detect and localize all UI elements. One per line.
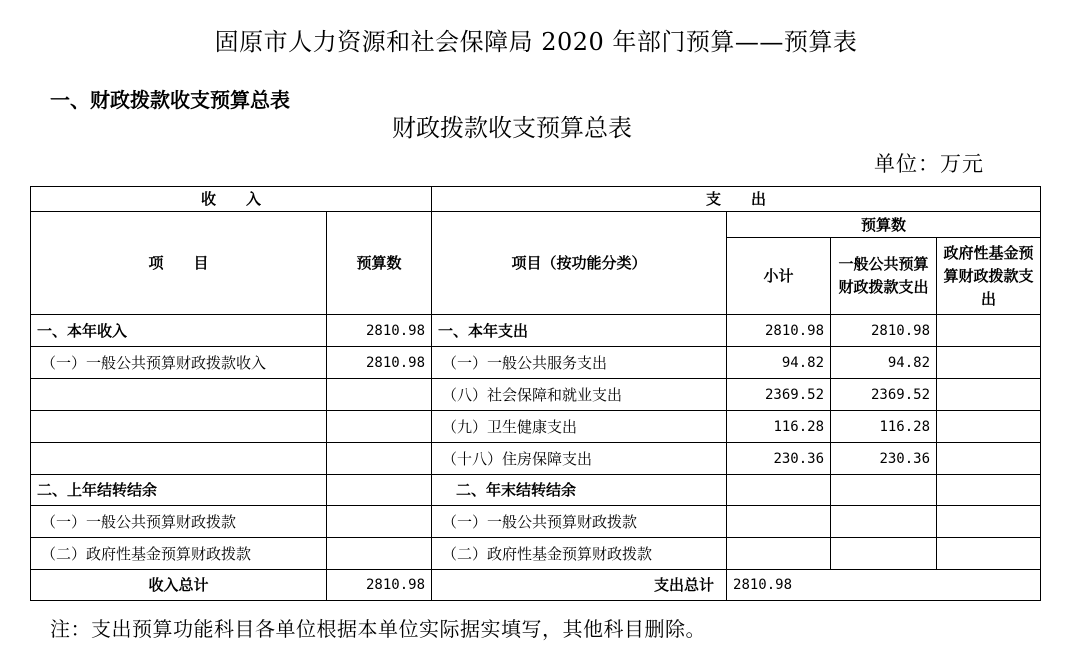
expense-subtotal: 2369.52 [727,379,831,411]
income-item: （一）一般公共预算财政拨款收入 [31,347,327,379]
expense-fund [937,475,1041,506]
table-row [31,315,1041,347]
table-row [31,506,1041,538]
income-amount [327,506,432,538]
header-gov-fund: 政府性基金预算财政拨款支出 [937,238,1041,315]
table-row [31,379,1041,411]
header-subtotal: 小计 [727,238,831,315]
income-total-amount: 2810.98 [327,570,432,601]
income-item [31,379,327,411]
income-amount: 2810.98 [327,347,432,379]
table-row [31,347,1041,379]
expense-item: （九）卫生健康支出 [432,411,727,443]
expense-subtotal: 116.28 [727,411,831,443]
expense-fund [937,506,1041,538]
income-amount [327,538,432,570]
expense-item: 二、年末结转结余 [432,475,727,506]
expense-subtotal: 94.82 [727,347,831,379]
expense-item: （一）一般公共预算财政拨款 [432,506,727,538]
expense-item: 一、本年支出 [432,315,727,347]
income-amount [327,443,432,475]
expense-subtotal: 230.36 [727,443,831,475]
header-general-public: 一般公共预算财政拨款支出 [831,238,937,315]
expense-item: （八）社会保障和就业支出 [432,379,727,411]
footnote: 注：支出预算功能科目各单位根据本单位实际据实填写，其他科目删除。 [50,617,706,641]
header-budget-group: 预算数 [727,212,1041,238]
expense-fund [937,379,1041,411]
income-item: （一）一般公共预算财政拨款 [31,506,327,538]
expense-fund [937,538,1041,570]
expense-item: （二）政府性基金预算财政拨款 [432,538,727,570]
header-item: 项 目 [31,212,327,315]
expense-general: 2369.52 [831,379,937,411]
income-item: 二、上年结转结余 [31,475,327,506]
header-budget: 预算数 [327,212,432,315]
expense-general: 2810.98 [831,315,937,347]
table-row [31,538,1041,570]
income-item [31,411,327,443]
income-item [31,443,327,475]
expense-subtotal [727,506,831,538]
expense-fund [937,443,1041,475]
header-income: 收 入 [31,187,432,212]
expense-subtotal [727,538,831,570]
header-expense-item: 项目（按功能分类） [432,212,727,315]
expense-fund [937,347,1041,379]
expense-subtotal [727,475,831,506]
income-item: （二）政府性基金预算财政拨款 [31,538,327,570]
unit-label: 单位：万元 [874,152,984,176]
header-expense: 支 出 [432,187,1041,212]
expense-fund [937,411,1041,443]
expense-general [831,538,937,570]
expense-subtotal: 2810.98 [727,315,831,347]
income-amount [327,411,432,443]
expense-total-label: 支出总计 [432,570,727,601]
totals-row [31,570,1041,601]
expense-general: 116.28 [831,411,937,443]
expense-general [831,475,937,506]
income-total-label: 收入总计 [31,570,327,601]
income-item: 一、本年收入 [31,315,327,347]
header-row-sub [31,212,1041,238]
expense-item: （一）一般公共服务支出 [432,347,727,379]
table-row [31,475,1041,506]
expense-total-amount: 2810.98 [727,570,1041,601]
expense-item: （十八）住房保障支出 [432,443,727,475]
expense-general: 230.36 [831,443,937,475]
table-row [31,411,1041,443]
expense-fund [937,315,1041,347]
header-row-groups [31,187,1041,212]
section-heading: 一、财政拨款收支预算总表 [50,88,290,112]
expense-general [831,506,937,538]
expense-general: 94.82 [831,347,937,379]
document-title: 固原市人力资源和社会保障局 2020 年部门预算——预算表 [214,28,858,56]
income-amount [327,379,432,411]
table-row [31,443,1041,475]
income-amount: 2810.98 [327,315,432,347]
income-amount [327,475,432,506]
budget-table [30,186,1041,601]
table-title: 财政拨款收支预算总表 [392,114,632,142]
